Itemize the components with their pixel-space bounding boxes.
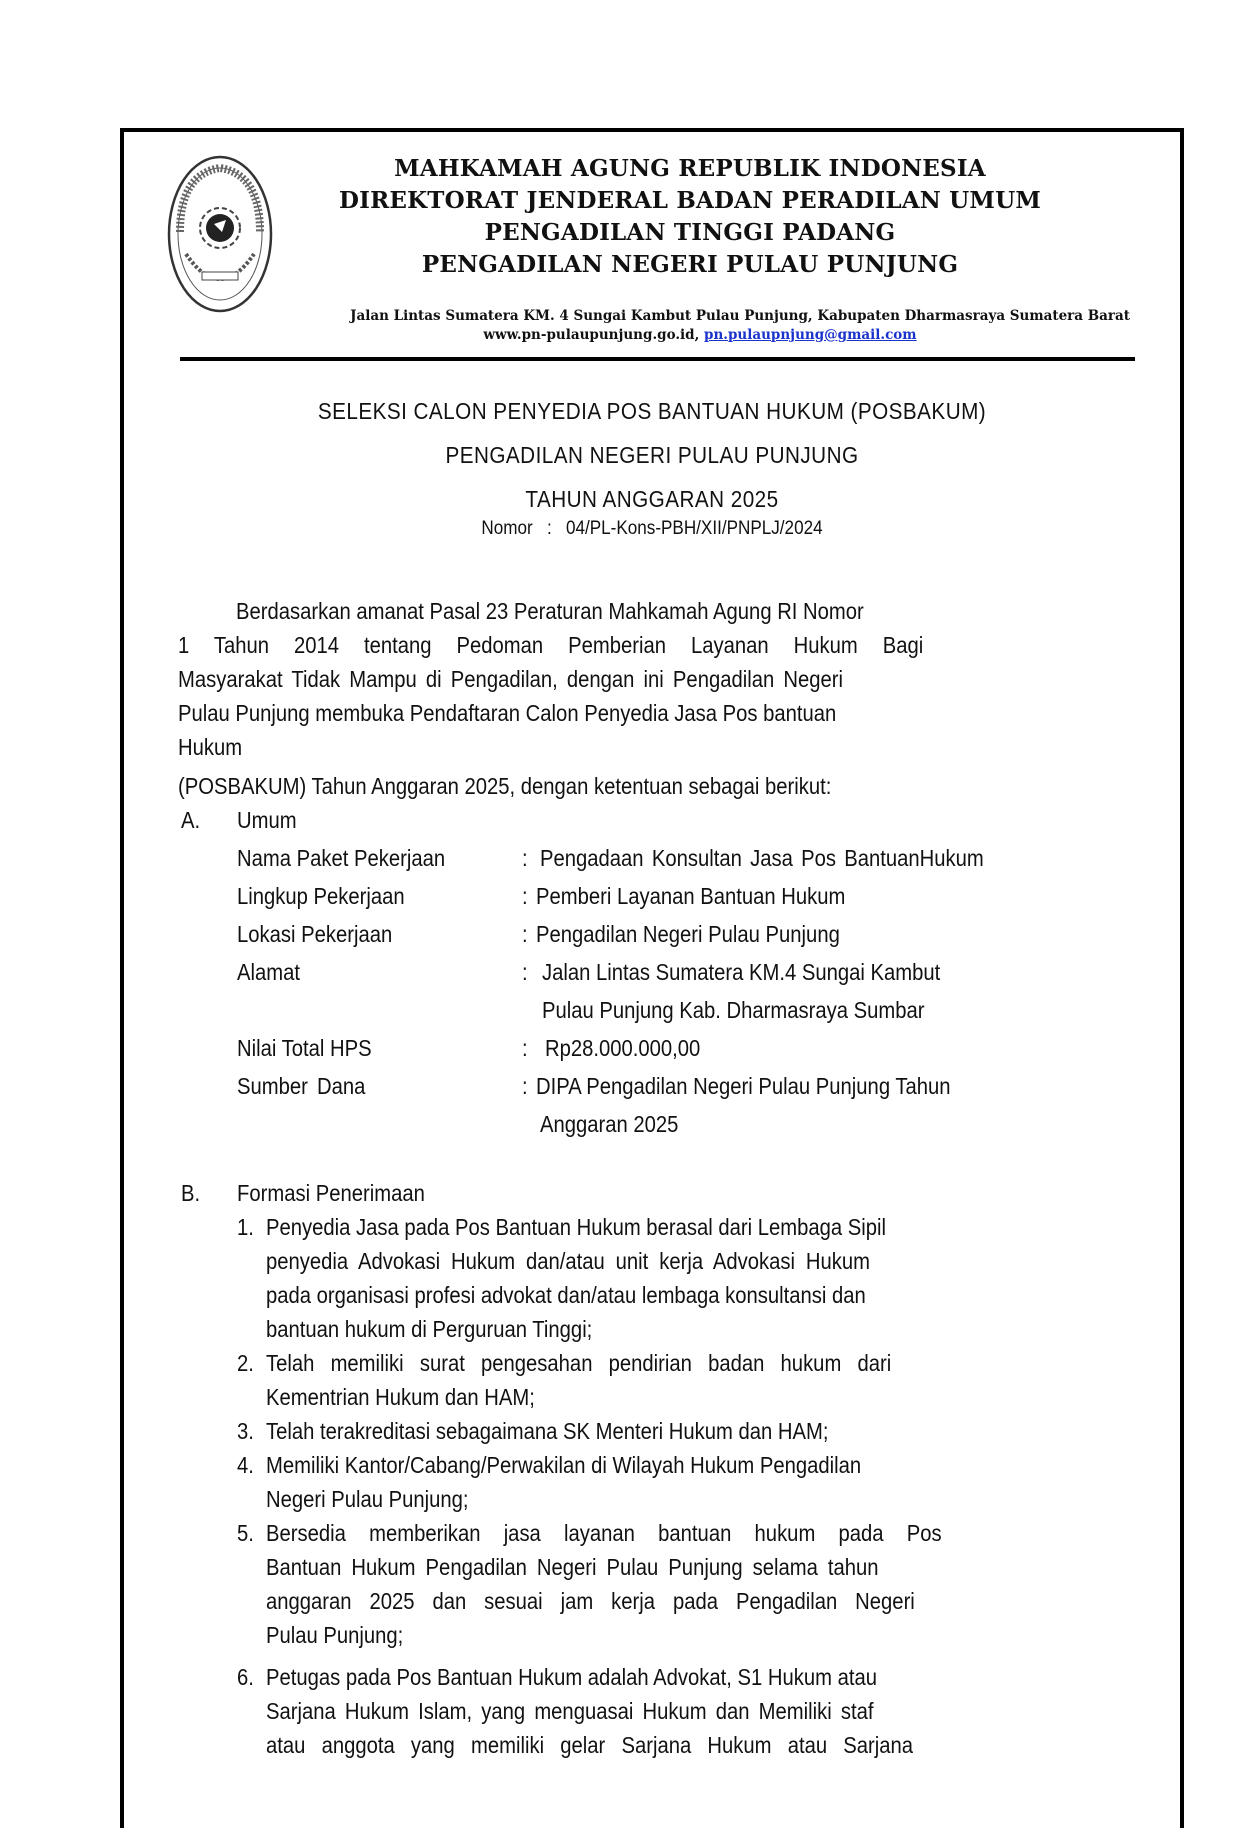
field-value: Jalan Lintas Sumatera KM.4 Sungai Kambut bbox=[542, 959, 941, 985]
email-link[interactable]: pn.pulaupnjung@gmail.com bbox=[704, 327, 917, 343]
section-a-heading: Umum bbox=[237, 807, 297, 833]
field-label: Nilai Total HPS bbox=[237, 1035, 372, 1061]
field-separator: : bbox=[522, 1073, 528, 1099]
list-item-line: Negeri Pulau Punjung; bbox=[266, 1486, 469, 1512]
intro-line bbox=[178, 632, 1111, 659]
website-text: www.pn-pulaupunjung.go.id, bbox=[483, 327, 700, 343]
list-item-number: 3. bbox=[237, 1418, 254, 1444]
field-value-continued: Pulau Punjung Kab. Dharmasraya Sumbar bbox=[542, 997, 925, 1023]
nomor-label: Nomor bbox=[481, 518, 533, 539]
list-item-line: pada organisasi profesi advokat dan/atau lembaga konsultansi dan bbox=[266, 1282, 866, 1308]
document-title-line-2: PENGADILAN NEGERI PULAU PUNJUNG bbox=[445, 442, 859, 468]
intro-line: (POSBAKUM) Tahun Anggaran 2025, dengan ketentuan sebagai berikut: bbox=[178, 773, 832, 799]
section-b-marker: B. bbox=[181, 1180, 201, 1206]
field-label: Lokasi Pekerjaan bbox=[237, 921, 393, 947]
field-label: Alamat bbox=[237, 959, 301, 985]
list-item-line: Sarjana Hukum Islam, yang menguasai Hukum dan Memiliki staf bbox=[266, 1698, 874, 1724]
list-item-line: anggaran 2025 dan sesuai jam kerja pada Pengadilan Negeri bbox=[266, 1588, 915, 1614]
list-item-line: Petugas pada Pos Bantuan Hukum adalah Advokat, S1 Hukum atau bbox=[266, 1664, 877, 1690]
document-title-line-3: TAHUN ANGGARAN 2025 bbox=[525, 486, 779, 512]
letterhead-line-2: DIREKTORAT JENDERAL BADAN PERADILAN UMUM bbox=[338, 187, 1042, 214]
field-value: Rp28.000.000,00 bbox=[545, 1035, 701, 1061]
letterhead-address: Jalan Lintas Sumatera KM. 4 Sungai Kambut Pulau Punjung, Kabupaten Dharmasraya Sumatera Barat bbox=[350, 308, 1130, 324]
list-item-line: Telah terakreditasi sebagaimana SK Menteri Hukum dan HAM; bbox=[266, 1418, 829, 1444]
list-item-line: atau anggota yang memiliki gelar Sarjana Hukum atau Sarjana bbox=[266, 1732, 914, 1758]
list-item-line: Telah memiliki surat pengesahan pendirian badan hukum dari bbox=[266, 1350, 892, 1376]
letterhead-contact bbox=[270, 327, 1130, 343]
list-item-number: 5. bbox=[237, 1520, 254, 1546]
field-label: Sumber Dana bbox=[237, 1073, 366, 1099]
intro-line: Pulau Punjung membuka Pendaftaran Calon Penyedia Jasa Pos bantuan bbox=[178, 700, 837, 726]
field-value-continued: Anggaran 2025 bbox=[540, 1111, 679, 1137]
list-item-number: 1. bbox=[237, 1214, 254, 1240]
list-item-line: Bersedia memberikan jasa layanan bantuan hukum pada Pos bbox=[266, 1520, 942, 1546]
document-number bbox=[173, 518, 1131, 540]
section-a-marker: A. bbox=[181, 807, 201, 833]
field-label: Nama Paket Pekerjaan bbox=[237, 845, 446, 871]
nomor-value: 04/PL-Kons-PBH/XII/PNPLJ/2024 bbox=[565, 518, 823, 539]
letterhead-divider bbox=[180, 357, 1135, 361]
intro-line: Berdasarkan amanat Pasal 23 Peraturan Mahkamah Agung RI Nomor bbox=[236, 598, 864, 624]
section-b-heading: Formasi Penerimaan bbox=[237, 1180, 425, 1206]
field-separator: : bbox=[522, 845, 528, 871]
list-item-line: Bantuan Hukum Pengadilan Negeri Pulau Punjung selama tahun bbox=[266, 1554, 879, 1580]
document-title-line-1: SELEKSI CALON PENYEDIA POS BANTUAN HUKUM (POSBAKUM) bbox=[317, 398, 987, 424]
field-label: Lingkup Pekerjaan bbox=[237, 883, 405, 909]
letterhead-line-3: PENGADILAN TINGGI PADANG bbox=[484, 219, 896, 246]
intro-text: 1 Tahun 2014 tentang Pedoman Pemberian Layanan Hukum Bagi bbox=[178, 632, 924, 658]
list-item-number: 6. bbox=[237, 1664, 254, 1690]
field-separator: : bbox=[522, 959, 528, 985]
list-item-number: 2. bbox=[237, 1350, 254, 1376]
field-value: DIPA Pengadilan Negeri Pulau Punjung Tahun bbox=[536, 1073, 951, 1099]
field-value: Pengadilan Negeri Pulau Punjung bbox=[536, 921, 840, 947]
list-item-line: Pulau Punjung; bbox=[266, 1622, 404, 1648]
letterhead-line-1: MAHKAMAH AGUNG REPUBLIK INDONESIA bbox=[394, 155, 986, 182]
list-item-line: Penyedia Jasa pada Pos Bantuan Hukum berasal dari Lembaga Sipil bbox=[266, 1214, 886, 1240]
intro-line: Hukum bbox=[178, 734, 243, 760]
court-emblem-logo-icon bbox=[166, 154, 274, 314]
list-item-line: Kementrian Hukum dan HAM; bbox=[266, 1384, 535, 1410]
field-value: Pemberi Layanan Bantuan Hukum bbox=[536, 883, 846, 909]
field-value: Pengadaan Konsultan Jasa Pos BantuanHukum bbox=[540, 845, 984, 871]
list-item-number: 4. bbox=[237, 1452, 254, 1478]
intro-line: Masyarakat Tidak Mampu di Pengadilan, dengan ini Pengadilan Negeri bbox=[178, 666, 843, 692]
letterhead-line-4: PENGADILAN NEGERI PULAU PUNJUNG bbox=[421, 251, 959, 278]
field-separator: : bbox=[522, 883, 528, 909]
list-item-line: bantuan hukum di Perguruan Tinggi; bbox=[266, 1316, 593, 1342]
field-separator: : bbox=[522, 921, 528, 947]
list-item-line: penyedia Advokasi Hukum dan/atau unit kerja Advokasi Hukum bbox=[266, 1248, 871, 1274]
nomor-separator: : bbox=[546, 518, 552, 539]
field-separator: : bbox=[522, 1035, 528, 1061]
list-item-line: Memiliki Kantor/Cabang/Perwakilan di Wilayah Hukum Pengadilan bbox=[266, 1452, 862, 1478]
